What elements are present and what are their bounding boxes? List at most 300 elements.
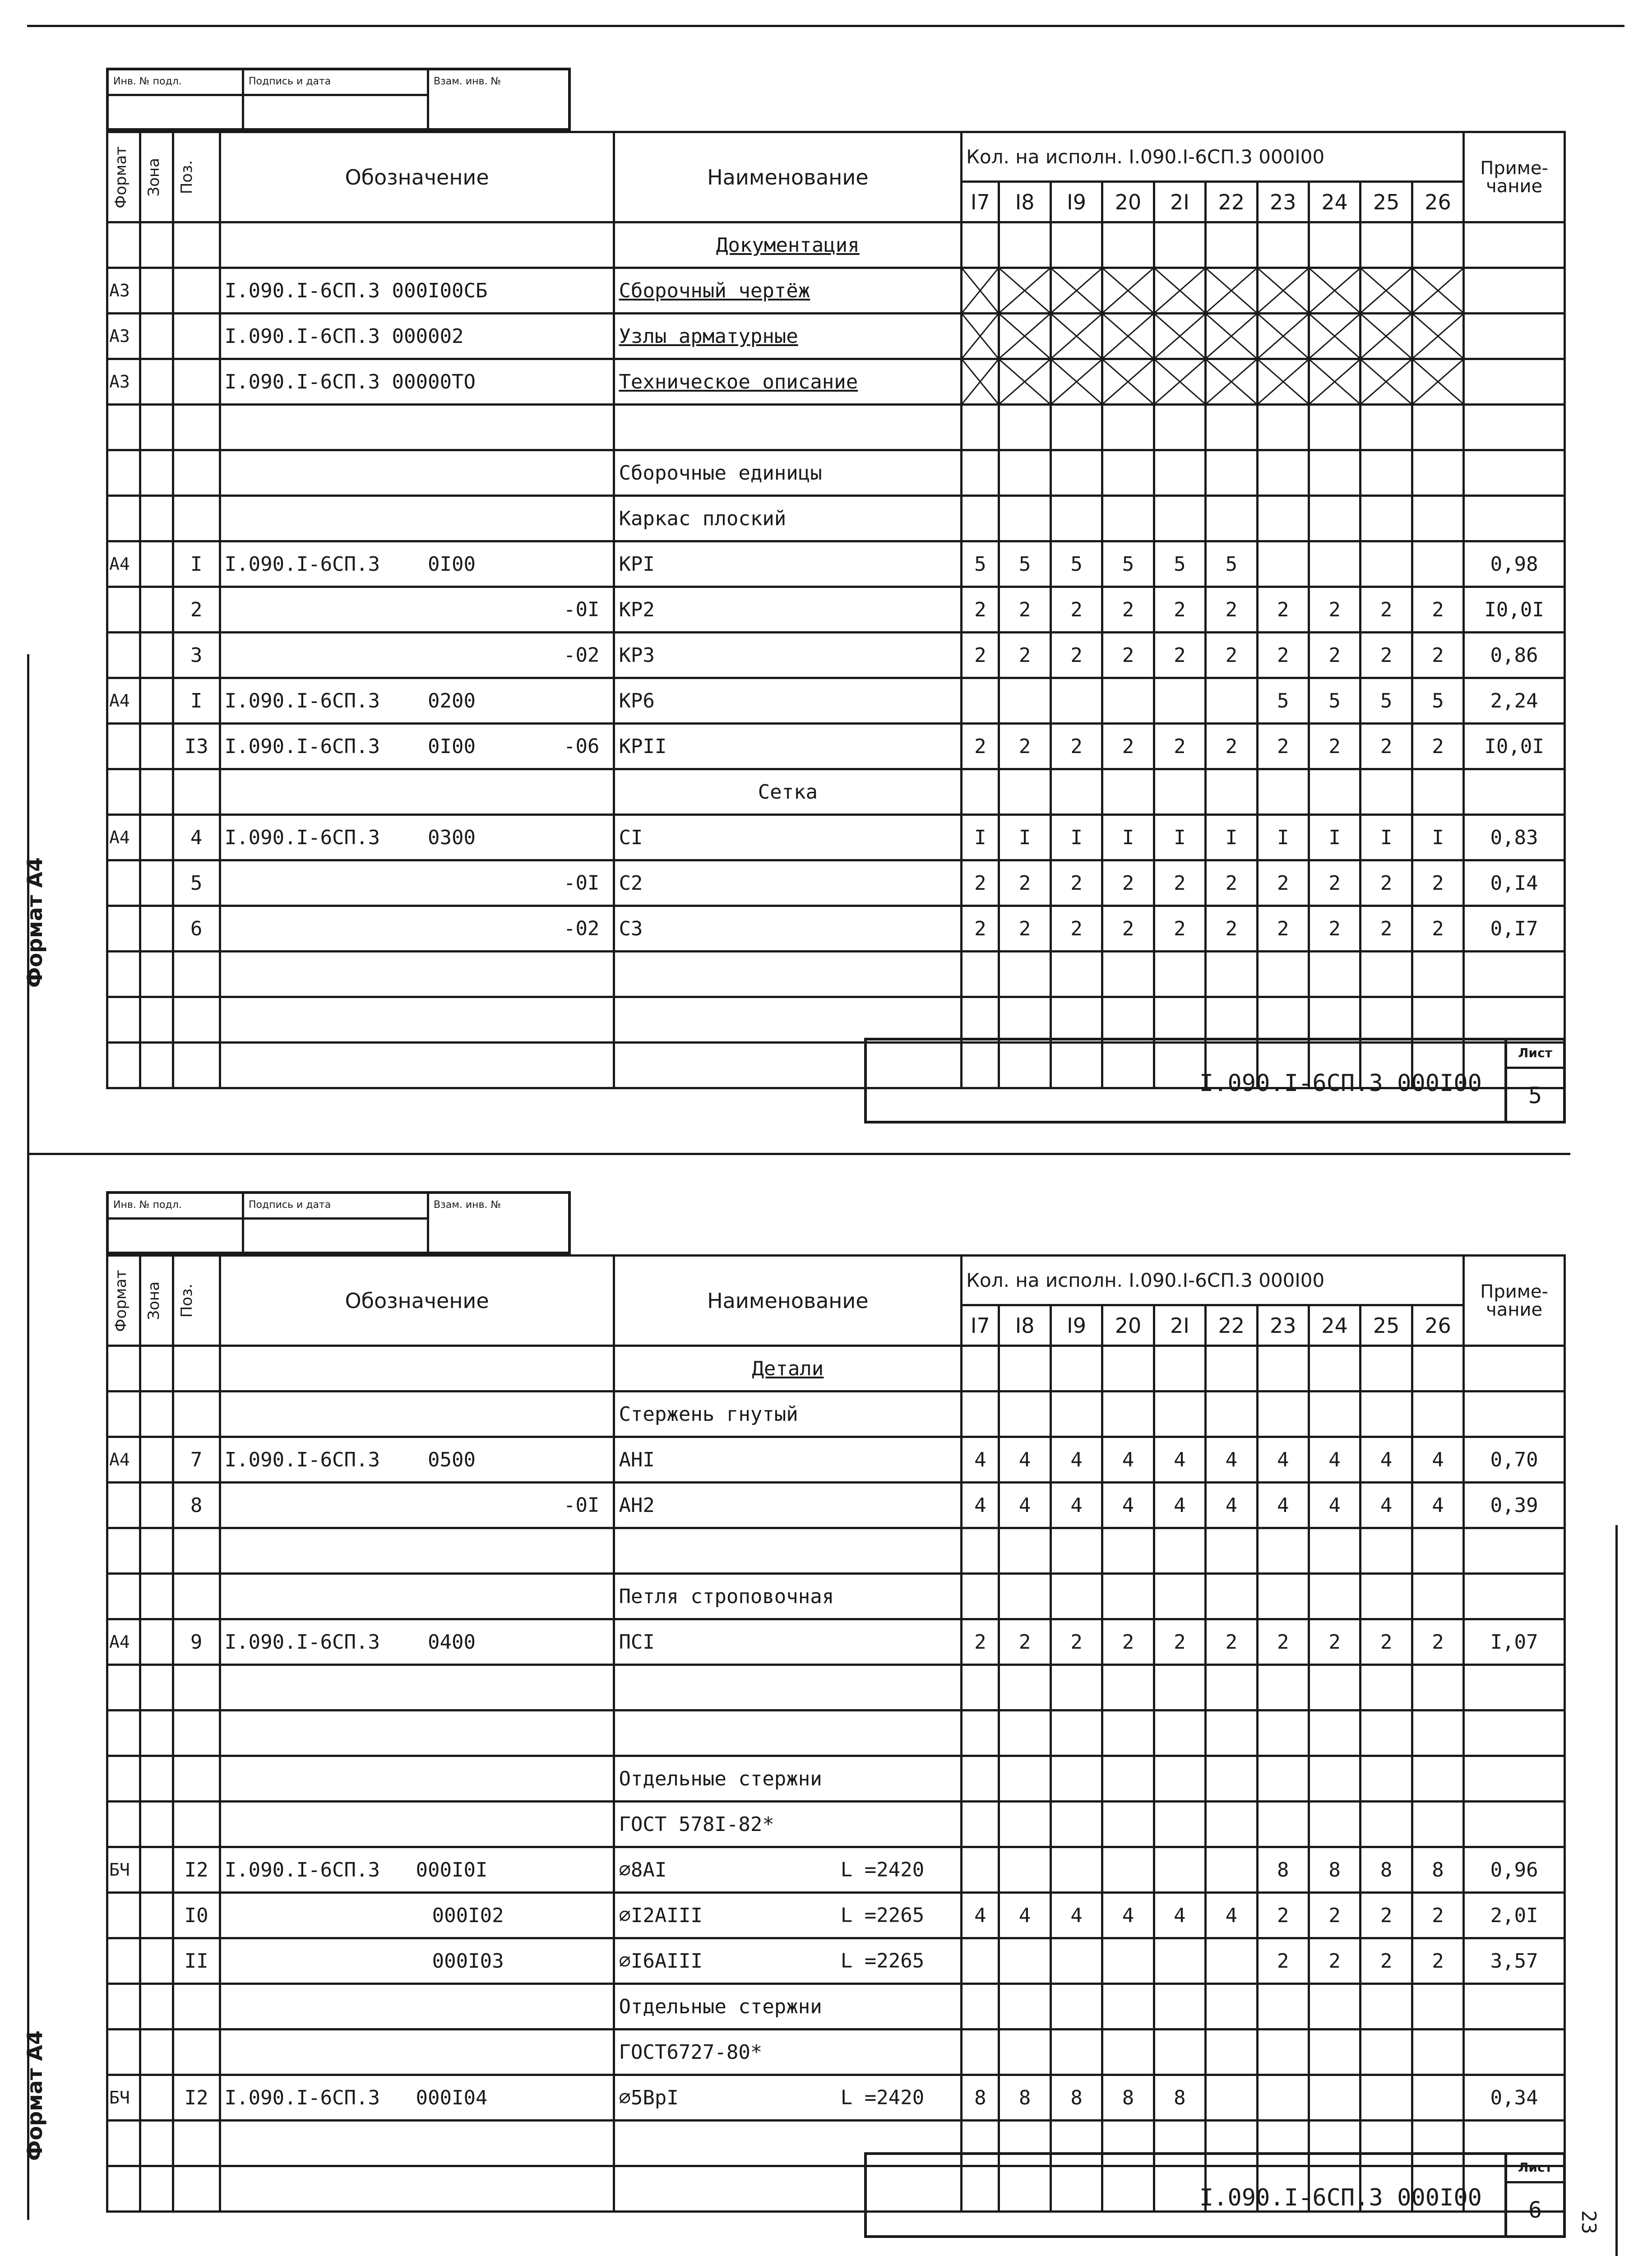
name-cell (614, 450, 962, 496)
name-text: ⌀8АI (619, 1858, 667, 1882)
crossed-cell (1309, 268, 1360, 314)
zone-cell (140, 769, 173, 815)
qty-cell: 4 (1050, 1893, 1102, 1938)
qty-cell: I (1206, 815, 1257, 860)
zone-cell (140, 1710, 173, 1756)
qty-cell (1309, 450, 1360, 496)
name-cell (614, 1392, 962, 1437)
qty-cell (1257, 1574, 1309, 1619)
zone-cell (140, 1847, 173, 1893)
name-cell (614, 1483, 962, 1528)
page-number: 23 (1577, 2210, 1600, 2234)
name-cell (614, 860, 962, 906)
col-zone-header (140, 1256, 173, 1346)
qty-cell: 2 (1206, 633, 1257, 678)
qty-cell: 4 (1154, 1437, 1205, 1483)
qty-cell: 2 (1206, 906, 1257, 952)
qty-cell (1309, 1574, 1360, 1619)
format-cell (107, 1710, 140, 1756)
qty-cell: 2 (1102, 587, 1154, 633)
qty-cell: 2 (1257, 906, 1309, 952)
name-cell (614, 1346, 962, 1392)
qty-cell (1412, 1346, 1463, 1392)
qty-cell (1309, 952, 1360, 997)
zone-cell (140, 2166, 173, 2212)
name-text: КР2 (619, 598, 655, 621)
qty-cell (1050, 1847, 1102, 1893)
qty-cell (1309, 496, 1360, 541)
note-cell: 0,34 (1464, 2075, 1565, 2121)
zone-cell (140, 1756, 173, 1802)
zone-cell (140, 587, 173, 633)
note-cell (1464, 1392, 1565, 1437)
format-cell: А4 (107, 678, 140, 724)
qty-cell: I (1154, 815, 1205, 860)
qty-cell (1102, 1528, 1154, 1574)
pos-cell (173, 997, 220, 1043)
qty-cell (1154, 1756, 1205, 1802)
zone-cell (140, 1665, 173, 1710)
designation-cell (220, 633, 614, 678)
qty-cell: 5 (1206, 541, 1257, 587)
qty-cell: 2 (1309, 1893, 1360, 1938)
qty-cell (1050, 2029, 1102, 2075)
title-block (864, 1038, 1566, 1123)
note-cell (1464, 2029, 1565, 2075)
qty-cell (1102, 678, 1154, 724)
variant-header: 25 (1360, 1305, 1412, 1346)
note-cell (1464, 450, 1565, 496)
pos-cell (173, 2166, 220, 2212)
qty-cell: I (1050, 815, 1102, 860)
qty-cell (1206, 1984, 1257, 2029)
note-header: Приме-чание (1464, 132, 1565, 222)
variant-header: I7 (962, 182, 999, 222)
table-row (107, 222, 1565, 268)
table-row (107, 1847, 1565, 1893)
qty-cell: 2 (1257, 1619, 1309, 1665)
designation-cell (220, 1483, 614, 1528)
name-cell (614, 314, 962, 359)
format-cell (107, 906, 140, 952)
qty-cell (1050, 1984, 1102, 2029)
document-designation: I.090.I-6СП.3 000I00 (1199, 1070, 1482, 1097)
qty-cell (1412, 222, 1463, 268)
right-margin-line (1615, 1525, 1618, 2256)
stamp-inv-no: Инв. № подл. (109, 70, 244, 94)
designation-cell (220, 1938, 614, 1984)
pos-cell: I0 (173, 1893, 220, 1938)
table-row (107, 1710, 1565, 1756)
zone-cell (140, 952, 173, 997)
length-text: L =2420 (840, 2086, 925, 2109)
qty-cell (1154, 1710, 1205, 1756)
name-cell (614, 1619, 962, 1665)
note-cell: 0,39 (1464, 1483, 1565, 1528)
qty-cell (1050, 1710, 1102, 1756)
zone-cell (140, 268, 173, 314)
qty-cell (1206, 1710, 1257, 1756)
qty-cell (1206, 952, 1257, 997)
qty-cell (1102, 496, 1154, 541)
qty-cell: 2 (1309, 724, 1360, 769)
header-row (107, 132, 1565, 182)
length-text: L =2265 (840, 1949, 925, 1973)
qty-cell (1206, 1938, 1257, 1984)
pos-cell (173, 268, 220, 314)
sheet-separator (27, 1153, 1570, 1155)
qty-cell (1206, 1392, 1257, 1437)
table-row (107, 769, 1565, 815)
qty-cell (962, 1710, 999, 1756)
table-row (107, 1756, 1565, 1802)
format-cell (107, 997, 140, 1043)
spec-table (106, 131, 1566, 1089)
qty-cell (962, 997, 999, 1043)
name-text: Отдельные стержни (619, 1995, 822, 2018)
qty-cell (1360, 1756, 1412, 1802)
name-cell (614, 1665, 962, 1710)
note-cell (1464, 1528, 1565, 1574)
crossed-cell (962, 268, 999, 314)
qty-cell (1050, 1392, 1102, 1437)
zone-cell (140, 724, 173, 769)
qty-cell (1257, 769, 1309, 815)
qty-cell (1257, 1392, 1309, 1437)
note-cell: I,07 (1464, 1619, 1565, 1665)
designation-text: I.090.I-6СП.3 0I00 (224, 552, 476, 576)
format-cell (107, 724, 140, 769)
note-cell: 0,I4 (1464, 860, 1565, 906)
designation-cell (220, 222, 614, 268)
qty-cell (1102, 1802, 1154, 1847)
crossed-cell (1257, 314, 1309, 359)
pos-cell (173, 1984, 220, 2029)
name-text: Каркас плоский (619, 507, 787, 530)
qty-cell: 4 (999, 1483, 1050, 1528)
note-cell (1464, 1346, 1565, 1392)
table-row (107, 952, 1565, 997)
name-cell (614, 1437, 962, 1483)
qty-cell (1206, 405, 1257, 450)
qty-cell (1050, 1665, 1102, 1710)
qty-cell: 2 (1154, 633, 1205, 678)
qty-cell: 8 (962, 2075, 999, 2121)
qty-cell (999, 1392, 1050, 1437)
designation-cell (220, 815, 614, 860)
table-row (107, 268, 1565, 314)
table-row (107, 1665, 1565, 1710)
name-text: С2 (619, 871, 643, 895)
name-text: ГОСТ6727-80* (619, 2040, 763, 2064)
col-format-header (107, 132, 140, 222)
qty-cell (1154, 1847, 1205, 1893)
pos-cell: 8 (173, 1483, 220, 1528)
qty-cell (1102, 1574, 1154, 1619)
qty-cell (1309, 1392, 1360, 1437)
qty-cell (1102, 1847, 1154, 1893)
zone-cell (140, 633, 173, 678)
qty-cell (1309, 541, 1360, 587)
table-row (107, 496, 1565, 541)
format-cell (107, 2121, 140, 2166)
qty-cell (962, 769, 999, 815)
qty-cell (962, 1984, 999, 2029)
format-cell (107, 1574, 140, 1619)
format-cell (107, 2166, 140, 2212)
qty-cell (1360, 450, 1412, 496)
designation-cell (220, 359, 614, 405)
qty-cell: I (1309, 815, 1360, 860)
format-cell (107, 496, 140, 541)
note-cell (1464, 769, 1565, 815)
qty-cell (1206, 1528, 1257, 1574)
variant-header: I9 (1050, 182, 1102, 222)
pos-cell (173, 2121, 220, 2166)
qty-cell: 4 (999, 1893, 1050, 1938)
pos-cell (173, 1710, 220, 1756)
qty-cell (1257, 2029, 1309, 2075)
qty-cell (999, 1756, 1050, 1802)
qty-cell: 5 (999, 541, 1050, 587)
qty-cell (999, 1574, 1050, 1619)
zone-cell (140, 1043, 173, 1088)
designation-text: I.090.I-6СП.3 00000ТО (224, 370, 476, 393)
qty-cell (1154, 1528, 1205, 1574)
qty-cell: 2 (1154, 906, 1205, 952)
note-cell: 3,57 (1464, 1938, 1565, 1984)
qty-cell (1102, 222, 1154, 268)
qty-cell: 8 (1257, 1847, 1309, 1893)
qty-cell (1360, 769, 1412, 815)
table-row (107, 2075, 1565, 2121)
zone-cell (140, 1574, 173, 1619)
qty-cell: 2 (962, 633, 999, 678)
crossed-cell (1154, 268, 1205, 314)
name-text: АНI (619, 1448, 655, 1471)
qty-cell: 4 (1102, 1483, 1154, 1528)
format-cell (107, 1938, 140, 1984)
stamp-signature-date: Подпись и дата (244, 70, 429, 94)
qty-cell (962, 1847, 999, 1893)
crossed-cell (999, 314, 1050, 359)
qty-cell (962, 450, 999, 496)
variant-header: 23 (1257, 182, 1309, 222)
qty-cell: 4 (999, 1437, 1050, 1483)
qty-cell (999, 1665, 1050, 1710)
qty-cell (1206, 2075, 1257, 2121)
format-cell (107, 1756, 140, 1802)
qty-cell (999, 769, 1050, 815)
qty-cell: 2 (962, 587, 999, 633)
length-text: L =2420 (840, 1858, 925, 1882)
variant-header: I9 (1050, 1305, 1102, 1346)
qty-cell: 2 (1102, 724, 1154, 769)
name-cell (614, 2029, 962, 2075)
qty-cell (1257, 222, 1309, 268)
sheet-label: Лист (1507, 1040, 1563, 1069)
designation-text: I.090.I-6СП.3 000I0I (224, 1858, 488, 1882)
qty-cell: 2 (1412, 906, 1463, 952)
variant-header: 25 (1360, 182, 1412, 222)
qty-cell: 2 (999, 587, 1050, 633)
format-cell (107, 1346, 140, 1392)
note-cell: 0,I7 (1464, 906, 1565, 952)
qty-cell: 2 (962, 1619, 999, 1665)
name-header: Наименование (614, 132, 962, 222)
qty-cell (1154, 997, 1205, 1043)
table-row (107, 314, 1565, 359)
zone-cell (140, 2075, 173, 2121)
crossed-cell (1050, 359, 1102, 405)
name-header: Наименование (614, 1256, 962, 1346)
note-cell (1464, 1665, 1565, 1710)
designation-cell (220, 1437, 614, 1483)
note-cell: 0,83 (1464, 815, 1565, 860)
qty-cell: 2 (1206, 1619, 1257, 1665)
format-cell: А3 (107, 314, 140, 359)
zone-cell (140, 1437, 173, 1483)
qty-cell (1154, 769, 1205, 815)
qty-cell (1206, 1756, 1257, 1802)
qty-cell (1360, 1528, 1412, 1574)
sheet-number: 5 (1528, 1082, 1542, 1109)
qty-cell (1412, 1528, 1463, 1574)
zone-cell (140, 359, 173, 405)
qty-cell: 2 (1309, 1938, 1360, 1984)
note-cell (1464, 952, 1565, 997)
specification-sheet (106, 1191, 1566, 2229)
variant-header: 20 (1102, 1305, 1154, 1346)
designation-cell (220, 1710, 614, 1756)
qty-cell: 4 (1154, 1893, 1205, 1938)
note-cell (1464, 1984, 1565, 2029)
qty-cell (1050, 1938, 1102, 1984)
crossed-cell (1360, 314, 1412, 359)
qty-cell: 4 (1360, 1483, 1412, 1528)
zone-cell (140, 1938, 173, 1984)
qty-cell: 2 (1360, 587, 1412, 633)
crossed-cell (1412, 359, 1463, 405)
qty-cell (1206, 1574, 1257, 1619)
designation-cell (220, 2121, 614, 2166)
designation-cell (220, 1043, 614, 1088)
pos-cell (173, 359, 220, 405)
col-pos-label: Поз. (177, 160, 196, 194)
qty-cell (962, 405, 999, 450)
crossed-cell (1206, 314, 1257, 359)
pos-cell: 7 (173, 1437, 220, 1483)
designation-text: I.090.I-6СП.3 0I00 (224, 735, 476, 758)
designation-cell (220, 496, 614, 541)
qty-cell: I (999, 815, 1050, 860)
qty-cell (1412, 2075, 1463, 2121)
qty-cell: 2 (1257, 1938, 1309, 1984)
crossed-cell (1257, 268, 1309, 314)
designation-cell (220, 1346, 614, 1392)
qty-cell: 2 (1102, 633, 1154, 678)
name-cell (614, 1528, 962, 1574)
qty-cell (1412, 541, 1463, 587)
qty-cell (999, 1528, 1050, 1574)
pos-cell: I2 (173, 1847, 220, 1893)
table-row (107, 1893, 1565, 1938)
qty-cell: 2 (1154, 724, 1205, 769)
designation-text: I.090.I-6СП.3 000002 (224, 324, 464, 348)
name-text: Сборочный чертёж (619, 279, 810, 302)
length-text: L =2265 (840, 1904, 925, 1927)
qty-cell (1412, 496, 1463, 541)
qty-cell: I (1360, 815, 1412, 860)
table-row (107, 906, 1565, 952)
qty-cell (1102, 1346, 1154, 1392)
variant-header: 26 (1412, 1305, 1463, 1346)
format-cell (107, 1392, 140, 1437)
qty-cell: 2 (1154, 1619, 1205, 1665)
pos-cell: I3 (173, 724, 220, 769)
pos-cell: 3 (173, 633, 220, 678)
qty-cell (999, 952, 1050, 997)
crossed-cell (1102, 359, 1154, 405)
zone-cell (140, 906, 173, 952)
qty-cell (1309, 1528, 1360, 1574)
document-designation: I.090.I-6СП.3 000I00 (1199, 2184, 1482, 2211)
qty-cell (999, 496, 1050, 541)
qty-cell: 2 (1050, 1619, 1102, 1665)
qty-cell (1154, 1984, 1205, 2029)
format-cell (107, 1893, 140, 1938)
note-cell (1464, 268, 1565, 314)
name-cell (614, 678, 962, 724)
name-text: КРI (619, 552, 655, 576)
zone-cell (140, 1528, 173, 1574)
qty-cell (962, 1756, 999, 1802)
qty-cell: 4 (962, 1893, 999, 1938)
qty-cell (1206, 496, 1257, 541)
col-zone-header (140, 132, 173, 222)
crossed-cell (999, 359, 1050, 405)
qty-cell (1050, 1574, 1102, 1619)
col-format-label: Формат (112, 146, 130, 208)
qty-cell: 5 (962, 541, 999, 587)
qty-cell (1309, 222, 1360, 268)
qty-cell (1102, 405, 1154, 450)
format-cell: БЧ (107, 1847, 140, 1893)
inventory-stamp (106, 1191, 571, 1254)
qty-cell (1412, 1574, 1463, 1619)
inventory-stamp (106, 68, 571, 131)
qty-cell: I (1412, 815, 1463, 860)
format-cell: А4 (107, 541, 140, 587)
qty-cell: 5 (1412, 678, 1463, 724)
qty-cell (1360, 1574, 1412, 1619)
designation-text: I.090.I-6СП.3 000I04 (224, 2086, 488, 2109)
qty-cell: 2 (1257, 724, 1309, 769)
table-row (107, 1802, 1565, 1847)
crossed-cell (962, 314, 999, 359)
note-cell (1464, 1710, 1565, 1756)
qty-cell (1206, 1665, 1257, 1710)
col-zone-label: Зона (144, 1281, 163, 1320)
designation-text: I.090.I-6СП.3 000I00СБ (224, 279, 488, 302)
qty-cell (1050, 678, 1102, 724)
top-rule (27, 25, 1624, 27)
qty-cell (962, 1574, 999, 1619)
qty-cell: 2 (1360, 906, 1412, 952)
designation-cell (220, 1619, 614, 1665)
designation-suffix: -02 (563, 917, 600, 940)
qty-header: Кол. на исполн. I.090.I-6СП.3 000I00 (962, 132, 1464, 182)
